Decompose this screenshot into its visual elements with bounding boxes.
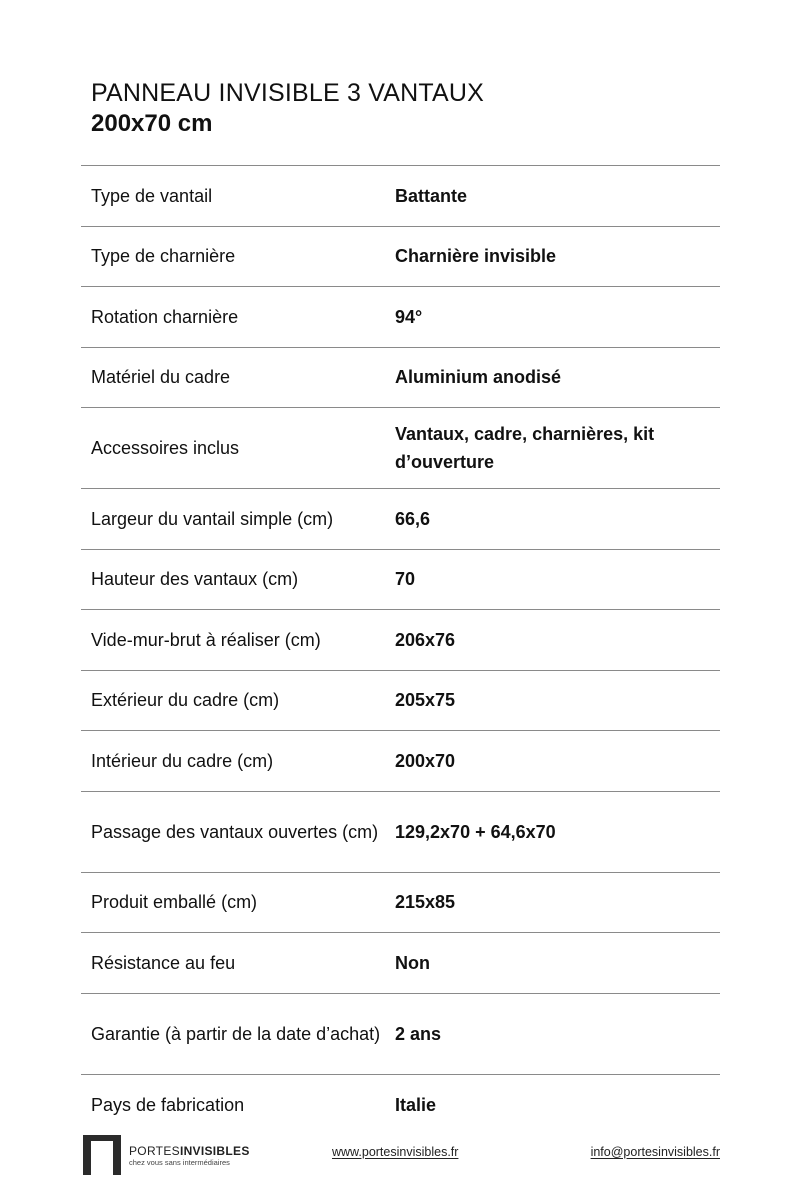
door-logo-icon bbox=[83, 1135, 121, 1175]
spec-value: Vantaux, cadre, charnières, kit d’ouverture bbox=[395, 424, 655, 472]
spec-value: Non bbox=[395, 952, 430, 973]
spec-label: Type de vantail bbox=[91, 185, 213, 206]
spec-value: Charnière invisible bbox=[395, 246, 557, 267]
spec-value: Battante bbox=[395, 185, 468, 206]
spec-row-largeur bbox=[81, 489, 720, 550]
spec-label: Largeur du vantail simple (cm) bbox=[91, 508, 334, 529]
logo-tagline: chez vous sans intermédiaires bbox=[129, 1158, 230, 1167]
spec-label: Passage des vantaux ouvertes (cm) bbox=[91, 821, 379, 842]
email-link[interactable]: info@portesinvisibles.fr bbox=[590, 1145, 720, 1159]
spec-label: Vide-mur-brut à réaliser (cm) bbox=[91, 629, 321, 650]
spec-value: Aluminium anodisé bbox=[395, 367, 562, 388]
spec-value: 215x85 bbox=[395, 892, 456, 913]
spec-label: Extérieur du cadre (cm) bbox=[91, 690, 280, 711]
page-footer bbox=[81, 1133, 720, 1177]
spec-value: 94° bbox=[395, 306, 423, 327]
spec-label: Résistance au feu bbox=[91, 952, 236, 973]
spec-value: 200x70 bbox=[395, 750, 456, 771]
spec-label: Garantie (à partir de la date d’achat) bbox=[91, 1023, 381, 1044]
spec-row-accessoires bbox=[81, 408, 720, 489]
spec-row-rotation bbox=[81, 287, 720, 348]
spec-value: Italie bbox=[395, 1094, 437, 1115]
spec-value: 129,2x70 + 64,6x70 bbox=[395, 821, 556, 842]
spec-label: Hauteur des vantaux (cm) bbox=[91, 569, 299, 590]
spec-row-materiel bbox=[81, 348, 720, 409]
spec-value: 206x76 bbox=[395, 629, 456, 650]
spec-row-type-charniere bbox=[81, 227, 720, 288]
spec-label: Produit emballé (cm) bbox=[91, 892, 258, 913]
page-header bbox=[91, 78, 484, 139]
spec-label: Matériel du cadre bbox=[91, 367, 231, 388]
spec-row-passage bbox=[81, 792, 720, 873]
spec-label: Accessoires inclus bbox=[91, 438, 240, 458]
spec-row-garantie bbox=[81, 994, 720, 1075]
product-title: PANNEAU INVISIBLE 3 VANTAUX bbox=[91, 79, 485, 107]
spec-row-feu bbox=[81, 933, 720, 994]
spec-row-interieur bbox=[81, 731, 720, 792]
logo-name-light: PORTES bbox=[129, 1144, 180, 1158]
spec-row-hauteur bbox=[81, 550, 720, 611]
spec-row-vide-mur bbox=[81, 610, 720, 671]
spec-value: 66,6 bbox=[395, 508, 431, 529]
spec-row-type-vantail bbox=[81, 166, 720, 227]
spec-row-emballe bbox=[81, 873, 720, 934]
spec-row-exterieur bbox=[81, 671, 720, 732]
product-dimensions: 200x70 cm bbox=[91, 110, 213, 137]
website-link[interactable]: www.portesinvisibles.fr bbox=[332, 1145, 459, 1159]
logo-text bbox=[129, 1145, 250, 1168]
spec-value: 2 ans bbox=[395, 1023, 442, 1044]
spec-label: Pays de fabrication bbox=[91, 1094, 245, 1115]
spec-label: Intérieur du cadre (cm) bbox=[91, 750, 274, 771]
spec-row-pays bbox=[81, 1075, 720, 1136]
spec-value: 205x75 bbox=[395, 690, 456, 711]
spec-label: Type de charnière bbox=[91, 246, 236, 267]
spec-label: Rotation charnière bbox=[91, 306, 239, 327]
spec-table bbox=[81, 165, 720, 1135]
spec-value: 70 bbox=[395, 569, 416, 590]
logo-name bbox=[129, 1145, 250, 1158]
brand-logo bbox=[83, 1135, 250, 1175]
logo-name-bold: INVISIBLES bbox=[179, 1144, 250, 1158]
